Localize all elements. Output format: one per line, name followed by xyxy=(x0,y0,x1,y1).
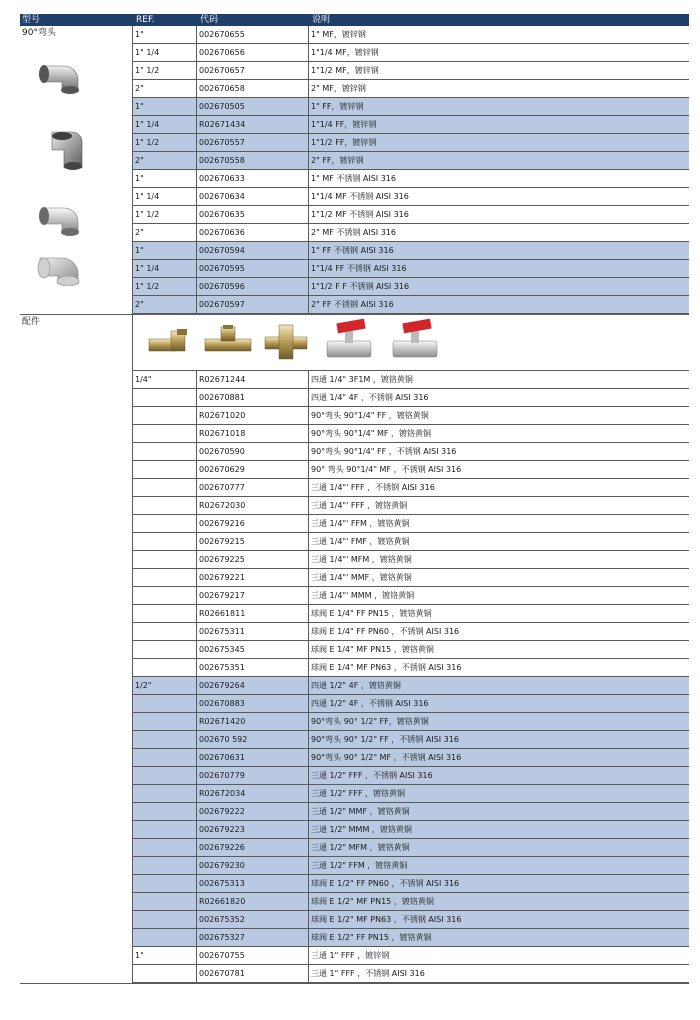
description-cell: 四通 1/4" 3F1M ，镀铬黄铜 xyxy=(311,375,413,384)
code-cell: 002670655 xyxy=(199,30,245,39)
code-cell: R02671420 xyxy=(199,717,246,726)
description-cell: 四通 1/2" 4F ，镀铬黄铜 xyxy=(311,681,401,690)
table-row xyxy=(133,44,689,62)
description-cell: 1" FF 不锈钢 AISI 316 xyxy=(311,246,394,255)
description-cell: 2" FF 不锈钢 AISI 316 xyxy=(311,300,394,309)
description-cell: 三通 1/2" MFM ，镀铬黄铜 xyxy=(311,843,410,852)
code-cell: 002675313 xyxy=(199,879,245,888)
table-row xyxy=(133,170,689,188)
description-cell: 四通 1/4" 4F ，不锈钢 AISI 316 xyxy=(311,393,429,402)
size-cell: 1/2" xyxy=(135,681,152,690)
description-cell: 球阀 E 1/4" MF PN63 ，不锈钢 AISI 316 xyxy=(311,663,462,672)
code-cell: 002679221 xyxy=(199,573,245,582)
size-cell: 1" 1/4 xyxy=(135,264,160,273)
size-cell: 1" 1/4 xyxy=(135,192,160,201)
table-row xyxy=(133,875,689,893)
size-cell: 1" 1/4 xyxy=(135,48,160,57)
code-cell: R02671018 xyxy=(199,429,246,438)
code-cell: 002670631 xyxy=(199,753,245,762)
elbow-section xyxy=(20,26,689,315)
code-cell: 002679215 xyxy=(199,537,245,546)
galvanized-elbow-ff-icon xyxy=(46,128,86,172)
description-cell: 90°弯头 90° 1/2" FF ，不锈钢 AISI 316 xyxy=(311,735,459,744)
description-cell: 三通 1/2" FFF ，镀铬黄铜 xyxy=(311,789,405,798)
description-cell: 1"1/4 FF，镀锌钢 xyxy=(311,120,377,129)
header-type: 型号 xyxy=(22,15,41,25)
description-cell: 三通 1/4"' MMF ，镀铬黄铜 xyxy=(311,573,412,582)
description-cell: 1"1/2 MF，镀锌钢 xyxy=(311,66,379,75)
description-cell: 三通 1/4"' FFF ，不锈钢 AISI 316 xyxy=(311,483,435,492)
table-row xyxy=(133,296,689,314)
table-row xyxy=(133,260,689,278)
table-row xyxy=(133,134,689,152)
code-cell: 002670656 xyxy=(199,48,245,57)
description-cell: 90°弯头 90°1/4" MF ，镀铬黄铜 xyxy=(311,429,432,438)
table-row xyxy=(133,965,689,983)
header-desc: 说明 xyxy=(312,15,331,25)
code-cell: 002670883 xyxy=(199,699,245,708)
table-row xyxy=(133,80,689,98)
code-cell: R02671244 xyxy=(199,375,246,384)
code-cell: 002679225 xyxy=(199,555,245,564)
table-row xyxy=(133,605,689,623)
code-cell: 002670505 xyxy=(199,102,245,111)
section-label: 90°弯头 xyxy=(22,28,56,38)
description-cell: 三通 1/4"' FFM ，镀铬黄铜 xyxy=(311,519,410,528)
size-cell: 1" xyxy=(135,30,144,39)
size-cell: 1" xyxy=(135,246,144,255)
fittings-section xyxy=(20,315,689,984)
code-cell: 002670 592 xyxy=(199,735,248,744)
table-row xyxy=(133,551,689,569)
code-cell: 002670881 xyxy=(199,393,245,402)
description-cell: 球阀 E 1/2" MF PN63 ，不锈钢 AISI 316 xyxy=(311,915,462,924)
description-cell: 球阀 E 1/4" FF PN15 ，镀铬黄铜 xyxy=(311,609,432,618)
code-cell: 002670595 xyxy=(199,264,245,273)
description-cell: 三通 1/4"' MFM ，镀铬黄铜 xyxy=(311,555,412,564)
description-cell: 三通 1/4"' FFF ，镀铬黄铜 xyxy=(311,501,408,510)
description-cell: 三通 1/4"' MMM ，镀铬黄铜 xyxy=(311,591,415,600)
description-cell: 2" FF，镀锌钢 xyxy=(311,156,364,165)
size-cell: 1" xyxy=(135,951,144,960)
description-cell: 球阀 E 1/4" FF PN60 ，不锈钢 AISI 316 xyxy=(311,627,460,636)
table-row xyxy=(133,929,689,947)
code-cell: 002679264 xyxy=(199,681,245,690)
code-cell: 002679217 xyxy=(199,591,245,600)
size-cell: 2" xyxy=(135,156,144,165)
code-cell: 002679226 xyxy=(199,843,245,852)
table-row xyxy=(133,224,689,242)
code-cell: 002670597 xyxy=(199,300,245,309)
code-cell: R02661811 xyxy=(199,609,246,618)
description-cell: 三通 1/2" FFF ，不锈钢 AISI 316 xyxy=(311,771,433,780)
description-cell: 90°弯头 90° 1/2" MF ，不锈钢 AISI 316 xyxy=(311,753,462,762)
description-cell: 球阀 E 1/2" FF PN15 ，镀铬黄铜 xyxy=(311,933,432,942)
galvanized-elbow-icon xyxy=(38,56,90,96)
size-cell: 1/4" xyxy=(135,375,152,384)
code-cell: 002670558 xyxy=(199,156,245,165)
description-cell: 1"1/4 MF 不锈钢 AISI 316 xyxy=(311,192,409,201)
size-cell: 1" 1/2 xyxy=(135,138,160,147)
cross-fitting-icon xyxy=(263,323,309,361)
code-cell: R02672034 xyxy=(199,789,246,798)
description-cell: 1" MF 不锈钢 AISI 316 xyxy=(311,174,396,183)
size-cell: 1" 1/2 xyxy=(135,66,160,75)
code-cell: 002679216 xyxy=(199,519,245,528)
description-cell: 2" MF，镀锌钢 xyxy=(311,84,366,93)
description-cell: 90° 弯头 90°1/4" MF ，不锈钢 AISI 316 xyxy=(311,465,462,474)
size-cell: 1" 1/2 xyxy=(135,282,160,291)
description-cell: 1"1/4 MF，镀锌钢 xyxy=(311,48,379,57)
tee-fitting-icon xyxy=(203,325,253,359)
description-cell: 1"1/2 F F 不锈钢 AISI 316 xyxy=(311,282,410,291)
table-row xyxy=(133,389,689,407)
description-cell: 1" MF，镀锌钢 xyxy=(311,30,366,39)
code-cell: 002675327 xyxy=(199,933,245,942)
table-row xyxy=(133,206,689,224)
code-cell: 002670636 xyxy=(199,228,245,237)
description-cell: 90°弯头 90° 1/2" FF，镀铬黄铜 xyxy=(311,717,429,726)
product-table xyxy=(20,14,689,984)
table-row xyxy=(133,461,689,479)
ball-valve-icon xyxy=(323,317,375,367)
ball-valve-icon xyxy=(389,317,441,367)
description-cell: 球阀 E 1/2" MF PN15 ，镀铬黄铜 xyxy=(311,897,434,906)
table-row xyxy=(133,749,689,767)
description-cell: 90°弯头 90°1/4" FF ，不锈钢 AISI 316 xyxy=(311,447,457,456)
type-cell xyxy=(20,315,133,983)
table-row xyxy=(133,116,689,134)
table-row xyxy=(133,497,689,515)
size-cell: 2" xyxy=(135,84,144,93)
stainless-elbow-ff-icon xyxy=(36,246,92,286)
size-cell: 1" xyxy=(135,102,144,111)
table-row xyxy=(133,242,689,260)
code-cell: 002670779 xyxy=(199,771,245,780)
table-row xyxy=(133,767,689,785)
description-cell: 四通 1/2" 4F ，不锈钢 AISI 316 xyxy=(311,699,429,708)
size-cell: 2" xyxy=(135,300,144,309)
header-code: 代码 xyxy=(200,15,219,25)
description-cell: 三通 1/4"' FMF ，镀铬黄铜 xyxy=(311,537,410,546)
table-row xyxy=(133,26,689,44)
elbow-fitting-icon xyxy=(147,327,191,357)
table-row xyxy=(133,188,689,206)
table-row xyxy=(133,695,689,713)
description-cell: 1"1/2 FF，镀锌钢 xyxy=(311,138,377,147)
description-cell: 1" FF，镀锌钢 xyxy=(311,102,364,111)
fittings-image-row xyxy=(133,315,689,371)
table-row xyxy=(133,659,689,677)
table-row xyxy=(133,479,689,497)
table-row xyxy=(133,407,689,425)
code-cell: 002670781 xyxy=(199,969,245,978)
table-row xyxy=(133,623,689,641)
stainless-elbow-icon xyxy=(38,198,90,238)
table-row xyxy=(133,62,689,80)
description-cell: 1"1/2 MF 不锈钢 AISI 316 xyxy=(311,210,409,219)
table-row xyxy=(133,641,689,659)
table-row xyxy=(133,515,689,533)
table-row xyxy=(133,947,689,965)
code-cell: 002675311 xyxy=(199,627,245,636)
size-cell: 1" xyxy=(135,174,144,183)
table-row xyxy=(133,587,689,605)
table-row xyxy=(133,785,689,803)
table-row xyxy=(133,911,689,929)
code-cell: 002679230 xyxy=(199,861,245,870)
table-row xyxy=(133,533,689,551)
table-row xyxy=(133,443,689,461)
type-cell xyxy=(20,26,133,314)
table-row xyxy=(133,278,689,296)
code-cell: 002670657 xyxy=(199,66,245,75)
code-cell: 002670557 xyxy=(199,138,245,147)
code-cell: 002670635 xyxy=(199,210,245,219)
description-cell: 三通 1/2" FFM ，镀铬黄铜 xyxy=(311,861,408,870)
table-header xyxy=(20,14,689,26)
size-cell: 2" xyxy=(135,228,144,237)
code-cell: R02671020 xyxy=(199,411,246,420)
code-cell: 002675345 xyxy=(199,645,245,654)
code-cell: 002670629 xyxy=(199,465,245,474)
description-cell: 三通 1/2" MMF ，镀铬黄铜 xyxy=(311,807,410,816)
code-cell: 002670596 xyxy=(199,282,245,291)
description-cell: 球阀 E 1/4" MF PN15 ，镀铬黄铜 xyxy=(311,645,434,654)
table-row xyxy=(133,731,689,749)
table-row xyxy=(133,677,689,695)
size-cell: 1" 1/2 xyxy=(135,210,160,219)
table-row xyxy=(133,821,689,839)
table-row xyxy=(133,569,689,587)
table-row xyxy=(133,152,689,170)
description-cell: 球阀 E 1/2" FF PN60 ，不锈钢 AISI 316 xyxy=(311,879,460,888)
description-cell: 2" MF 不锈钢 AISI 316 xyxy=(311,228,396,237)
table-row xyxy=(133,803,689,821)
code-cell: 002670633 xyxy=(199,174,245,183)
code-cell: 002675351 xyxy=(199,663,245,672)
code-cell: 002679222 xyxy=(199,807,245,816)
code-cell: 002670777 xyxy=(199,483,245,492)
code-cell: R02671434 xyxy=(199,120,246,129)
code-cell: 002670755 xyxy=(199,951,245,960)
description-cell: 三通 1" FFF ，镀锌钢 xyxy=(311,951,390,960)
table-row xyxy=(133,857,689,875)
header-ref: REF. xyxy=(136,15,155,25)
description-cell: 1"1/4 FF 不锈钢 AISI 316 xyxy=(311,264,407,273)
code-cell: 002670658 xyxy=(199,84,245,93)
code-cell: 002679223 xyxy=(199,825,245,834)
table-row xyxy=(133,425,689,443)
code-cell: R02661820 xyxy=(199,897,246,906)
code-cell: 002670634 xyxy=(199,192,245,201)
code-cell: 002670590 xyxy=(199,447,245,456)
table-row xyxy=(133,839,689,857)
table-row xyxy=(133,713,689,731)
description-cell: 90°弯头 90°1/4" FF ，镀铬黄铜 xyxy=(311,411,429,420)
code-cell: R02672030 xyxy=(199,501,246,510)
table-row xyxy=(133,893,689,911)
section-label: 配件 xyxy=(22,317,41,327)
description-cell: 三通 1/2" MMM ，镀铬黄铜 xyxy=(311,825,412,834)
description-cell: 三通 1" FFF ，不锈钢 AISI 316 xyxy=(311,969,425,978)
table-row xyxy=(133,371,689,389)
size-cell: 1" 1/4 xyxy=(135,120,160,129)
table-row xyxy=(133,98,689,116)
code-cell: 002675352 xyxy=(199,915,245,924)
code-cell: 002670594 xyxy=(199,246,245,255)
